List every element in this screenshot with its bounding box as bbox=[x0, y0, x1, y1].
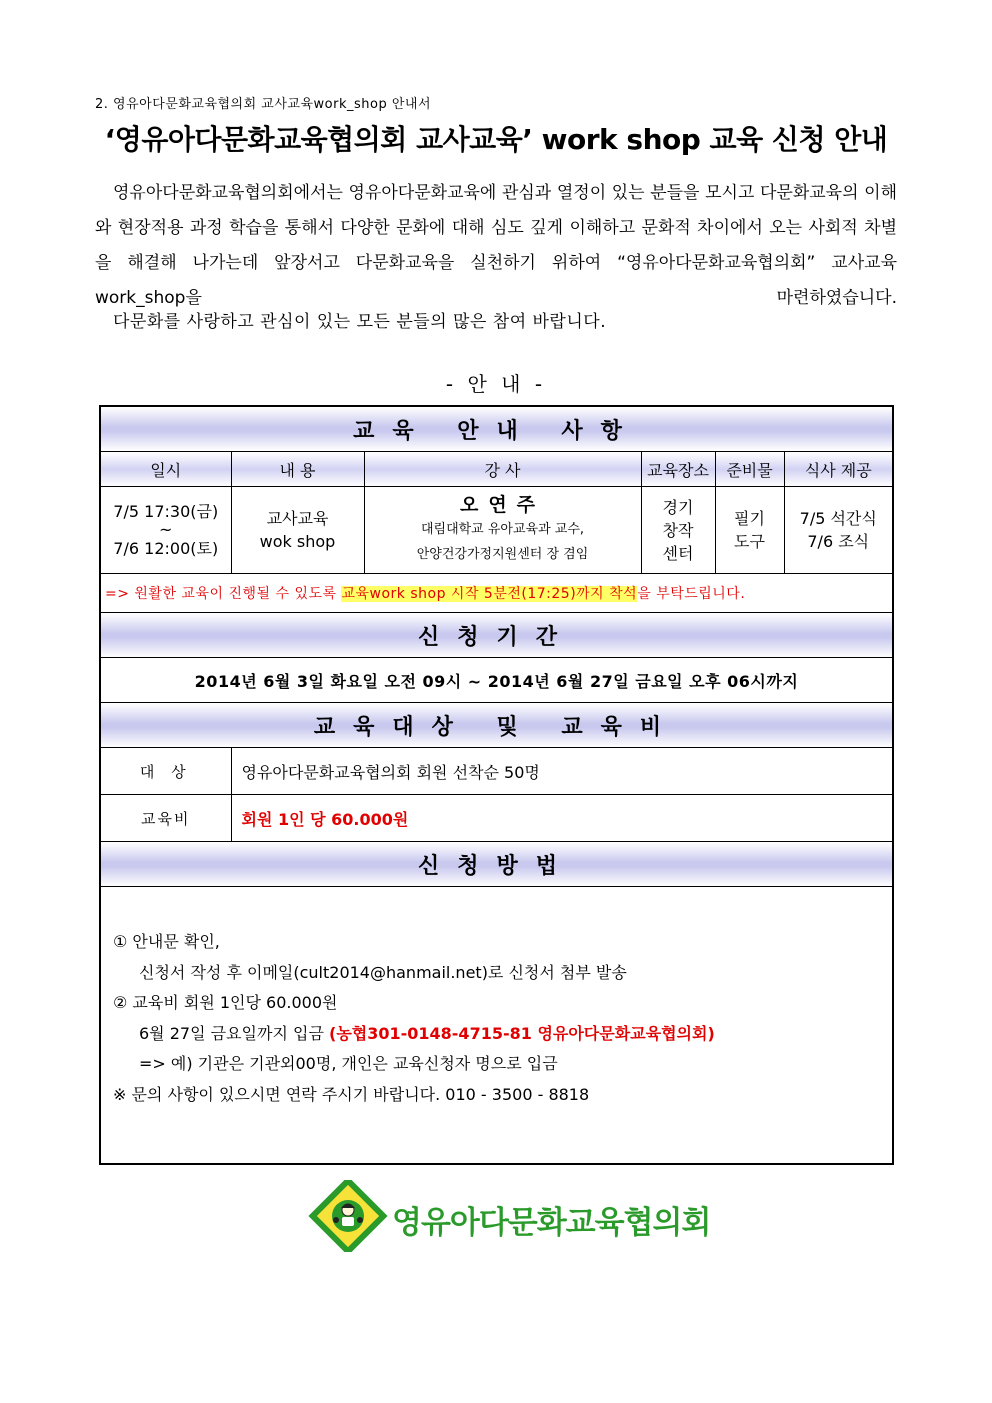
target-value: 영유아다문화교육협의회 회원 선착순 50명 bbox=[231, 748, 893, 795]
organization-logo bbox=[308, 1180, 388, 1252]
arrival-note bbox=[100, 574, 893, 613]
meal-line-1: 7/5 석간식 bbox=[799, 509, 877, 528]
method-item-2-deposit bbox=[113, 1019, 892, 1050]
section-header-target: 교육대상 및 교육비 bbox=[100, 703, 893, 748]
method-item-1-detail: 신청서 작성 후 이메일(cult2014@hanmail.net)로 신청서 첨부 발송 bbox=[139, 962, 627, 982]
intro-text: 영유아다문화교육협의회에서는 영유아다문화교육에 관심과 열정이 있는 분들을 모시고 다문화교육의 이해와 현장적용 과정 학습을 통해서 다양한 문화에 대해 심도 깊게 이해하고 문화적 차이에서 오는 사회적 차별을 해결해 나가는데 앞장서고 다문화교육을 실천하기 위하여 “영유아다문화교육협의회” 교사교육work_shop을 마련하였습니다. bbox=[95, 183, 897, 308]
fee-label: 교육비 bbox=[100, 795, 231, 842]
method-item-1: ① 안내문 확인, bbox=[113, 932, 220, 951]
content-line-2: wok shop bbox=[259, 532, 336, 551]
col-header-meal: 식사 제공 bbox=[784, 452, 893, 487]
section-header-period: 신청기간 bbox=[100, 613, 893, 658]
guide-table bbox=[99, 405, 894, 1165]
lecturer-title-2: 안양건강가정지원센터 장 겸임 bbox=[416, 546, 589, 562]
col-header-supplies: 준비물 bbox=[715, 452, 784, 487]
intro-paragraph bbox=[95, 176, 897, 316]
method-item-2: ② 교육비 회원 1인당 60.000원 bbox=[113, 993, 338, 1012]
place-line-1: 경기 bbox=[662, 497, 694, 517]
cell-supplies bbox=[715, 487, 784, 574]
cell-datetime bbox=[100, 487, 231, 574]
pre-title: 2. 영유아다문화교육협의회 교사교육work_shop 안내서 bbox=[95, 97, 432, 112]
supplies-line-2: 도구 bbox=[734, 532, 765, 551]
place-line-2: 창작 bbox=[662, 520, 694, 540]
place-line-3: 센터 bbox=[662, 543, 694, 563]
datetime-tilde: ~ bbox=[159, 520, 173, 539]
contact-info: ※ 문의 사항이 있으시면 연락 주시기 바랍니다. 010 - 3500 - 8818 bbox=[113, 1084, 590, 1104]
intro-invitation: 다문화를 사랑하고 관심이 있는 모든 분들의 많은 참여 바랍니다. bbox=[113, 312, 607, 332]
organization-name: 영유아다문화교육협의회 bbox=[392, 1205, 711, 1241]
deposit-deadline: 6월 27일 금요일까지 입금 bbox=[139, 1023, 329, 1043]
method-item-2-note: => 예) 기관은 기관외00명, 개인은 교육신청자 명으로 입금 bbox=[139, 1054, 558, 1073]
content-line-1: 교사교육 bbox=[266, 509, 329, 528]
cell-meal bbox=[784, 487, 893, 574]
cell-lecturer bbox=[364, 487, 641, 574]
note-prefix: => 원활한 교육이 진행될 수 있도록 bbox=[105, 586, 342, 602]
target-label: 대 상 bbox=[100, 748, 231, 795]
cell-place bbox=[641, 487, 715, 574]
guide-label: - 안 내 - bbox=[445, 372, 547, 396]
datetime-start: 7/5 17:30(금) bbox=[113, 502, 219, 521]
note-suffix: 을 부탁드립니다. bbox=[637, 586, 746, 602]
col-header-place: 교육장소 bbox=[641, 452, 715, 487]
note-highlight: 교육work shop 시작 5분전(17:25)까지 착석 bbox=[341, 586, 638, 602]
cell-content bbox=[231, 487, 364, 574]
supplies-line-1: 필기 bbox=[734, 509, 765, 528]
lecturer-title-1: 대림대학교 유아교육과 교수, bbox=[420, 521, 585, 537]
col-header-content: 내 용 bbox=[231, 452, 364, 487]
col-header-lecturer: 강 사 bbox=[364, 452, 641, 487]
meal-line-2: 7/6 조식 bbox=[807, 532, 870, 551]
section-header-method: 신청방법 bbox=[100, 842, 893, 887]
datetime-end: 7/6 12:00(토) bbox=[113, 539, 219, 558]
fee-value: 회원 1인 당 60.000원 bbox=[231, 795, 893, 842]
page-title: ‘영유아다문화교육협의회 교사교육’ work shop 교육 신청 안내 bbox=[104, 123, 888, 156]
section-header-info: 교육 안내 사항 bbox=[100, 406, 893, 452]
bank-account: (농협301-0148-4715-81 영유아다문화교육협의회) bbox=[329, 1023, 715, 1043]
lecturer-name: 오연주 bbox=[459, 493, 546, 516]
col-header-datetime: 일시 bbox=[100, 452, 231, 487]
method-body bbox=[100, 887, 893, 1165]
period-text: 2014년 6월 3일 화요일 오전 09시 ~ 2014년 6월 27일 금요일 오후 06시까지 bbox=[100, 658, 893, 703]
